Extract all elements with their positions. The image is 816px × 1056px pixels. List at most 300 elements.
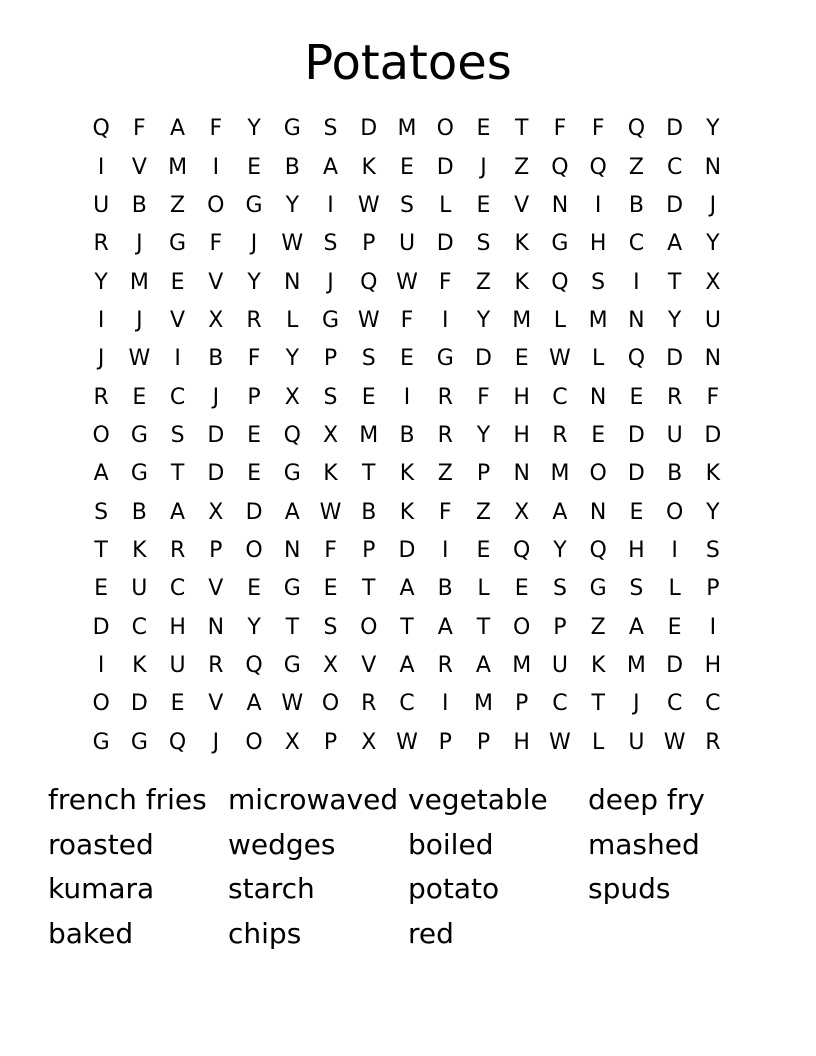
grid-letter: A	[170, 116, 186, 142]
grid-letter: J	[136, 307, 143, 333]
grid-letter: F	[477, 384, 490, 410]
grid-letter: C	[666, 691, 683, 717]
grid-letter: B	[131, 499, 147, 525]
grid-letter: S	[476, 231, 491, 257]
grid-letter: C	[628, 231, 645, 257]
grid-letter: R	[552, 422, 568, 448]
word-list-item: red	[408, 917, 454, 951]
grid-letter: R	[169, 537, 186, 563]
grid-letter: Z	[514, 154, 530, 180]
grid-letter: D	[360, 116, 378, 142]
grid-letter: P	[323, 346, 338, 372]
grid-letter: D	[207, 422, 225, 448]
grid-letter: X	[705, 269, 721, 295]
grid-letter: O	[207, 192, 225, 218]
grid-letter: S	[94, 499, 109, 525]
grid-letter: T	[514, 116, 529, 142]
grid-letter: Y	[667, 307, 682, 333]
grid-letter: B	[628, 192, 644, 218]
grid-letter: E	[476, 537, 491, 563]
grid-letter: R	[437, 652, 453, 678]
grid-letter: H	[628, 537, 645, 563]
grid-letter: A	[399, 652, 415, 678]
grid-letter: H	[513, 384, 530, 410]
grid-letter: T	[667, 269, 682, 295]
grid-letter: K	[399, 461, 415, 487]
grid-letter: J	[327, 269, 334, 295]
grid-letter: I	[441, 537, 449, 563]
grid-letter: U	[704, 307, 721, 333]
grid-letter: E	[323, 576, 338, 602]
grid-letter: Y	[285, 192, 300, 218]
grid-row	[82, 455, 732, 493]
grid-letter: Q	[168, 729, 187, 755]
grid-letter: E	[476, 192, 491, 218]
grid-letter: K	[361, 154, 376, 180]
grid-letter: Y	[706, 116, 720, 142]
grid-letter: Z	[437, 461, 453, 487]
grid-letter: G	[130, 461, 148, 487]
grid-letter: M	[397, 116, 417, 142]
grid-letter: E	[400, 346, 414, 372]
word-list-item: spuds	[588, 872, 671, 906]
grid-letter: R	[93, 384, 109, 410]
grid-letter: G	[130, 422, 148, 448]
grid-letter: B	[131, 192, 147, 218]
grid-letter: I	[671, 537, 678, 563]
grid-letter: F	[438, 499, 452, 525]
grid-letter: F	[324, 537, 337, 563]
word-list-item: roasted	[48, 827, 154, 861]
grid-letter: P	[362, 231, 376, 257]
grid-letter: R	[208, 652, 224, 678]
grid-letter: W	[396, 729, 418, 755]
grid-row	[82, 225, 732, 263]
grid-letter: S	[552, 576, 567, 602]
grid-letter: R	[361, 691, 377, 717]
grid-letter: Y	[706, 231, 720, 257]
grid-letter: F	[706, 384, 720, 410]
grid-letter: D	[666, 652, 684, 678]
grid-letter: O	[665, 499, 684, 525]
grid-letter: L	[592, 346, 605, 372]
grid-letter: R	[437, 422, 453, 448]
grid-letter: T	[362, 461, 376, 487]
grid-letter: N	[704, 154, 722, 180]
grid-letter: J	[97, 346, 105, 372]
grid-letter: B	[667, 461, 683, 487]
grid-letter: K	[514, 269, 529, 295]
grid-letter: M	[588, 307, 608, 333]
grid-row	[82, 148, 732, 186]
grid-letter: X	[284, 384, 300, 410]
grid-letter: F	[591, 116, 605, 142]
grid-letter: Q	[513, 537, 531, 563]
grid-letter: Z	[475, 499, 491, 525]
grid-letter: P	[553, 614, 567, 640]
grid-letter: H	[169, 614, 186, 640]
grid-letter: O	[245, 729, 263, 755]
grid-letter: E	[247, 576, 261, 602]
grid-letter: L	[592, 729, 605, 755]
grid-letter: J	[212, 384, 220, 410]
grid-letter: Z	[590, 614, 606, 640]
grid-letter: S	[361, 346, 376, 372]
grid-letter: I	[212, 154, 220, 180]
grid-letter: L	[668, 576, 681, 602]
grid-letter: R	[705, 729, 721, 755]
grid-letter: E	[132, 384, 147, 410]
grid-letter: X	[361, 729, 377, 755]
grid-letter: Q	[551, 154, 569, 180]
grid-letter: Y	[285, 346, 300, 372]
grid-letter: A	[399, 576, 415, 602]
grid-letter: F	[438, 269, 452, 295]
grid-letter: D	[398, 537, 416, 563]
grid-letter: V	[208, 269, 224, 295]
grid-letter: N	[589, 384, 607, 410]
grid-letter: V	[131, 154, 147, 180]
grid-letter: I	[403, 384, 411, 410]
grid-letter: O	[92, 422, 110, 448]
grid-letter: K	[590, 652, 606, 678]
grid-letter: K	[705, 461, 721, 487]
grid-letter: I	[441, 691, 449, 717]
grid-letter: S	[323, 384, 338, 410]
grid-letter: I	[633, 269, 640, 295]
grid-letter: G	[283, 461, 301, 487]
grid-letter: G	[169, 231, 187, 257]
grid-letter: Q	[589, 537, 607, 563]
word-list-item: chips	[228, 917, 302, 951]
grid-letter: Q	[551, 269, 569, 295]
grid-letter: S	[170, 422, 185, 448]
word-list-item: baked	[48, 917, 134, 951]
grid-letter: E	[629, 499, 644, 525]
grid-letter: U	[398, 231, 416, 257]
grid-letter: B	[437, 576, 453, 602]
word-list-item: french fries	[48, 783, 207, 816]
grid-letter: J	[136, 231, 143, 257]
grid-letter: X	[208, 499, 224, 525]
grid-letter: Q	[283, 422, 301, 448]
grid-row	[82, 724, 732, 762]
grid-letter: C	[169, 384, 186, 410]
grid-letter: I	[327, 192, 334, 218]
grid-letter: M	[473, 691, 493, 717]
grid-letter: L	[286, 307, 299, 333]
grid-letter: N	[513, 461, 530, 487]
grid-letter: D	[474, 346, 492, 372]
grid-letter: W	[663, 729, 686, 755]
grid-letter: U	[169, 652, 186, 678]
grid-letter: E	[591, 422, 606, 448]
grid-letter: N	[207, 614, 225, 640]
grid-letter: V	[361, 652, 377, 678]
grid-letter: I	[441, 307, 449, 333]
grid-letter: M	[550, 461, 570, 487]
grid-letter: J	[709, 192, 717, 218]
grid-letter: P	[438, 729, 452, 755]
grid-letter: N	[628, 307, 645, 333]
grid-letter: C	[705, 691, 721, 717]
grid-letter: A	[628, 614, 644, 640]
grid-letter: G	[321, 307, 340, 333]
grid-letter: W	[281, 691, 304, 717]
grid-letter: V	[208, 691, 224, 717]
grid-letter: X	[322, 422, 339, 448]
grid-letter: A	[170, 499, 186, 525]
word-list-item: vegetable	[408, 783, 548, 816]
grid-letter: K	[399, 499, 415, 525]
grid-letter: K	[132, 652, 147, 678]
grid-letter: G	[589, 576, 607, 602]
grid-letter: M	[626, 652, 646, 678]
word-list	[48, 778, 788, 957]
grid-letter: X	[514, 499, 530, 525]
grid-letter: Z	[170, 192, 186, 218]
word-list-item: wedges	[228, 827, 336, 861]
grid-letter: D	[130, 691, 148, 717]
grid-letter: Y	[247, 116, 261, 142]
grid-letter: A	[667, 231, 683, 257]
grid-letter: U	[628, 729, 645, 755]
grid-letter: X	[284, 729, 300, 755]
grid-letter: D	[666, 116, 684, 142]
grid-letter: J	[212, 729, 220, 755]
grid-row	[82, 608, 732, 646]
grid-letter: O	[589, 461, 607, 487]
grid-letter: P	[706, 576, 720, 602]
grid-letter: W	[128, 346, 151, 372]
page-title: Potatoes	[304, 35, 512, 91]
grid-letter: D	[627, 422, 645, 448]
grid-letter: L	[553, 307, 567, 333]
grid-letter: V	[170, 307, 186, 333]
grid-letter: J	[480, 154, 487, 180]
grid-letter: O	[436, 116, 454, 142]
grid-letter: G	[551, 231, 569, 257]
grid-letter: N	[589, 499, 607, 525]
word-list-item: potato	[408, 872, 500, 906]
grid-letter: D	[436, 231, 454, 257]
grid-letter: E	[247, 154, 261, 180]
grid-letter: Y	[247, 269, 261, 295]
grid-letter: O	[245, 537, 263, 563]
grid-letter: D	[666, 346, 684, 372]
grid-letter: B	[399, 422, 415, 448]
grid-letter: P	[209, 537, 223, 563]
grid-letter: F	[247, 346, 261, 372]
grid-letter: W	[549, 346, 571, 372]
grid-letter: E	[667, 614, 682, 640]
grid-letter: H	[513, 422, 530, 448]
grid-letter: Q	[92, 116, 110, 142]
grid-row	[82, 378, 732, 416]
word-list-item: boiled	[408, 827, 494, 861]
grid-letter: E	[170, 269, 185, 295]
grid-letter: G	[283, 652, 301, 678]
grid-letter: Q	[245, 652, 263, 678]
grid-letter: X	[322, 652, 339, 678]
grid-letter: Y	[553, 537, 567, 563]
grid-letter: I	[97, 652, 105, 678]
grid-letter: G	[283, 116, 301, 142]
grid-letter: Q	[627, 116, 646, 142]
grid-letter: Y	[706, 499, 720, 525]
grid-letter: T	[170, 461, 185, 487]
grid-letter: S	[323, 116, 338, 142]
grid-letter: S	[400, 192, 414, 218]
grid-letter: K	[514, 231, 529, 257]
grid-letter: D	[245, 499, 263, 525]
grid-letter: R	[437, 384, 453, 410]
word-list-item: kumara	[48, 872, 155, 906]
grid-letter: M	[359, 422, 379, 448]
grid-letter: I	[97, 307, 105, 333]
grid-letter: D	[666, 192, 684, 218]
grid-letter: S	[591, 269, 606, 295]
grid-letter: C	[552, 384, 568, 410]
grid-letter: U	[93, 192, 110, 218]
grid-letter: K	[323, 461, 338, 487]
grid-letter: J	[633, 691, 640, 717]
grid-letter: M	[512, 652, 532, 678]
grid-letter: O	[321, 691, 340, 717]
word-list-item: starch	[228, 872, 315, 906]
grid-letter: F	[209, 231, 223, 257]
grid-letter: N	[704, 346, 722, 372]
grid-letter: D	[92, 614, 110, 640]
grid-letter: W	[357, 307, 380, 333]
grid-letter: D	[436, 154, 454, 180]
grid-letter: W	[549, 729, 571, 755]
grid-letter: U	[551, 652, 568, 678]
grid-letter: B	[208, 346, 224, 372]
grid-letter: E	[94, 576, 109, 602]
grid-letter: Z	[475, 269, 491, 295]
grid-letter: C	[552, 691, 568, 717]
grid-row	[82, 685, 732, 723]
grid-letter: X	[208, 307, 224, 333]
grid-letter: H	[589, 231, 607, 257]
grid-letter: Y	[94, 269, 108, 295]
grid-letter: V	[514, 192, 530, 218]
grid-letter: Y	[476, 422, 491, 448]
grid-letter: A	[475, 652, 491, 678]
grid-letter: E	[476, 116, 491, 142]
grid-letter: G	[92, 729, 110, 755]
grid-letter: Q	[589, 154, 607, 180]
grid-letter: W	[319, 499, 342, 525]
grid-letter: E	[514, 346, 529, 372]
grid-row	[82, 302, 732, 340]
grid-letter: F	[400, 307, 414, 333]
grid-letter: E	[170, 691, 185, 717]
grid-letter: S	[323, 614, 338, 640]
grid-letter: R	[93, 231, 109, 257]
grid-letter: F	[553, 116, 567, 142]
word-list-item: microwaved	[228, 783, 399, 816]
grid-letter: G	[245, 192, 263, 218]
grid-letter: A	[93, 461, 109, 487]
grid-letter: E	[514, 576, 529, 602]
grid-letter: D	[627, 461, 645, 487]
grid-letter: T	[476, 614, 491, 640]
grid-letter: E	[361, 384, 376, 410]
grid-letter: Y	[476, 307, 491, 333]
grid-letter: P	[515, 691, 529, 717]
grid-letter: G	[130, 729, 148, 755]
grid-letter: U	[666, 422, 683, 448]
grid-letter: A	[437, 614, 453, 640]
grid-letter: C	[131, 614, 148, 640]
grid-letter: E	[247, 422, 261, 448]
grid-letter: C	[169, 576, 186, 602]
grid-letter: D	[704, 422, 722, 448]
grid-letter: B	[284, 154, 300, 180]
grid-letter: S	[323, 231, 338, 257]
grid-letter: I	[594, 192, 602, 218]
grid-row	[82, 340, 732, 378]
grid-letter: L	[477, 576, 490, 602]
grid-letter: P	[323, 729, 338, 755]
grid-letter: A	[552, 499, 568, 525]
grid-letter: G	[283, 576, 301, 602]
grid-letter: F	[209, 116, 223, 142]
grid-letter: T	[591, 691, 605, 717]
grid-letter: Z	[628, 154, 644, 180]
grid-letter: A	[246, 691, 262, 717]
word-list-item: mashed	[588, 827, 700, 861]
grid-letter: F	[133, 116, 146, 142]
grid-letter: A	[322, 154, 339, 180]
grid-letter: Q	[627, 346, 646, 372]
grid-letter: P	[476, 461, 491, 487]
grid-letter: N	[551, 192, 569, 218]
grid-letter: T	[94, 537, 108, 563]
word-list-item: deep fry	[588, 783, 705, 816]
grid-letter: I	[709, 614, 717, 640]
grid-letter: C	[399, 691, 415, 717]
grid-letter: E	[400, 154, 414, 180]
grid-letter: P	[362, 537, 376, 563]
grid-letter: G	[436, 346, 454, 372]
grid-letter: J	[250, 231, 258, 257]
grid-letter: C	[666, 154, 683, 180]
grid-letter: T	[285, 614, 300, 640]
grid-letter: W	[396, 269, 418, 295]
grid-letter: R	[666, 384, 683, 410]
grid-row	[82, 493, 732, 531]
grid-row	[82, 647, 732, 685]
grid-letter: B	[361, 499, 377, 525]
grid-row	[82, 417, 732, 455]
grid-letter: S	[629, 576, 644, 602]
grid-row	[82, 532, 732, 570]
grid-letter: M	[129, 269, 149, 295]
grid-letter: N	[284, 537, 301, 563]
letter-grid	[82, 110, 732, 762]
grid-letter: W	[281, 231, 304, 257]
grid-letter: Y	[247, 614, 261, 640]
grid-letter: H	[704, 652, 722, 678]
grid-letter: O	[513, 614, 531, 640]
grid-letter: E	[247, 461, 261, 487]
grid-row	[82, 263, 732, 301]
grid-letter: Q	[360, 269, 378, 295]
grid-letter: S	[705, 537, 720, 563]
